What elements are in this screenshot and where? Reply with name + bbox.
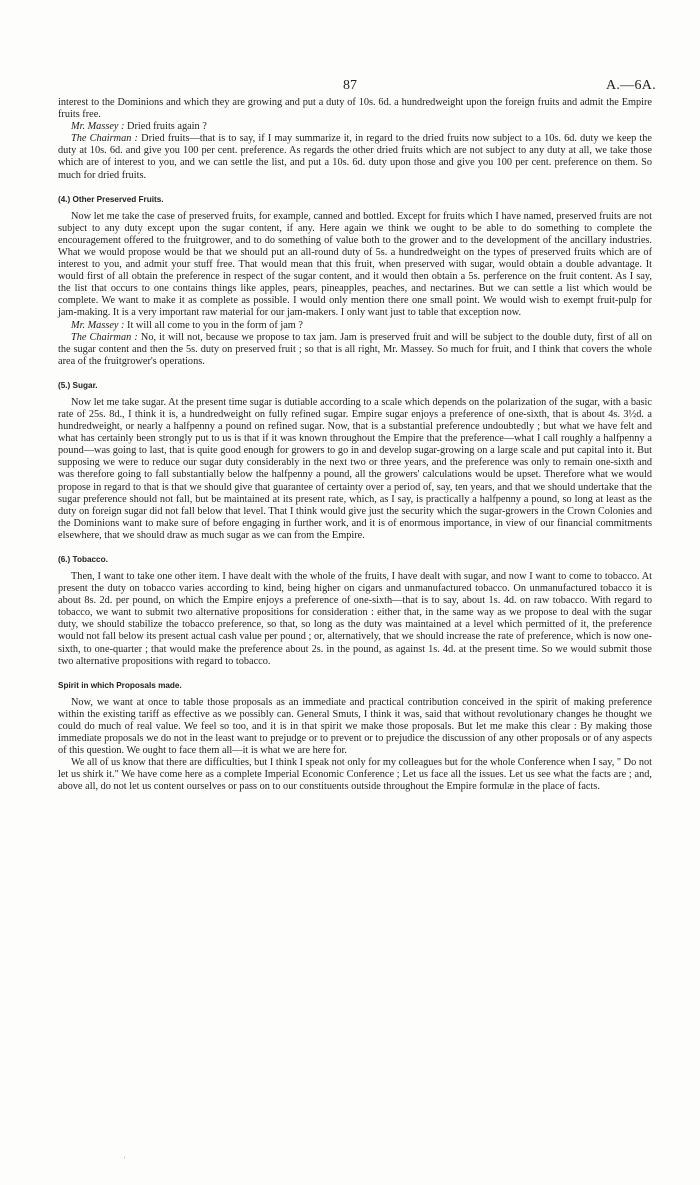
section-heading: Spirit in which Proposals made.	[58, 680, 182, 690]
paragraph	[58, 571, 652, 668]
paragraph	[58, 97, 652, 121]
paragraph	[58, 133, 652, 181]
document-reference: A.—6A.	[605, 78, 656, 93]
paragraph	[58, 397, 652, 542]
section-heading: (4.) Other Preserved Fruits.	[58, 194, 164, 204]
paragraph	[58, 332, 652, 368]
paragraph	[58, 320, 652, 332]
paragraph	[58, 697, 652, 757]
speaker-label: The Chairman :	[71, 133, 138, 145]
paragraph	[58, 121, 652, 133]
speaker-label: Mr. Massey :	[71, 319, 125, 331]
body-text	[58, 97, 652, 794]
paragraph	[58, 757, 652, 793]
paragraph-text: Dried fruits again ?	[124, 121, 207, 133]
footer-mark: '	[124, 1155, 126, 1164]
section-heading: (5.) Sugar.	[58, 380, 98, 390]
paragraph-text: Now let me take the case of preserved fruits, for example, canned and bottled. Except for fruits which I have named, preserved fruits are not subject to any duty except upon the sugar content, if any. Here again we think we ought to be able to do something to complete the encouragement offered to the fruitgrower, and to do something of value both to the grower and to the development of the ancillary industries. What we would propose would be that we should put an all-round duty of 5s. a hundredweight on the types of preserved fruits which are of interest to you, and admit your stuff free. That would mean that this fruit, when preserved with sugar, would obtain a double advantage. It would first of all obtain the preference in respect of the sugar content, and it would then obtain a 5s. perference on the fruit content. As I say, the list that occurs to one contains things like apples, pears, pineapples, peaches, and nectarines. But we can settle a list which would be complete. We want to make it as complete as possible. I would only mention there one small point. We would wish to exempt fruit-pulp for jam-making. It is a very important raw material for our jam-makers. I only want just to table that exception now.	[58, 210, 652, 319]
page-number: 87	[343, 78, 357, 93]
speaker-label: The Chairman :	[71, 331, 138, 343]
paragraph-text: Dried fruits—that is to say, if I may summarize it, in regard to the dried fruits now subject to a 10s. 6d. duty we keep the duty at 10s. 6d. and give you 100 per cent. preference. As regards the other dried fruits which are not subject to any duty at all, we take those which are of interest to you, and we can settle the list, and put a 10s. 6d. duty upon those and give you 100 per cent. preference on them. So much for dried fruits.	[58, 133, 652, 181]
paragraph-text: Now, we want at once to table those proposals as an immediate and practical contribution conceived in the spirit of making preference within the existing tariff as effective as we possibly can. General Smuts, I think it was, said that without revolutionary changes he thought we could do much of real value. We feel so too, and it is in that spirit we make those proposals. But let me make this clear : By making those immediate proposals we do not in the least want to prejudge or to prevent or to prejudice the discussion of any other proposals or of any aspects of this question. We ought to face them all—it is what we are here for.	[58, 696, 652, 757]
paragraph-text: It will all come to you in the form of jam ?	[124, 319, 303, 331]
speaker-label: Mr. Massey :	[71, 121, 125, 133]
paragraph-text: Now let me take sugar. At the present time sugar is dutiable according to a scale which depends on the polarization of the sugar, with a basic rate of 25s. 8d., I think it is, a hundredweight on fully refined sugar. Empire sugar enjoys a preference of one-sixth, that is about 4s. 3½d. a hundredweight, or nearly a halfpenny a pound on refined sugar. Now, that is a substantial preference undoubtedly ; but what we have felt and what has certainly been strongly put to us is that if it was known throughout the Empire that the preference—what I call roughly a halfpenny a pound—was going to last, that is quite good enough for growers to go in and develop sugar-growing on a large scale and put capital into it. But supposing we were to reduce our sugar duty considerably in the next two or three years, and the preference was only to remain one-sixth and was therefore going to fall substantially below the halfpenny a pound, all the growers' calculations would be upset. Therefore what we would propose in regard to that is that we should give that guarantee of certainty over a period of, say, ten years, and that we should undertake that the sugar preference should not fall, but be maintained at its present rate, which, as I say, is practically a halfpenny a pound, so long at least as the duty on foreign sugar did not fall below that level. That I think would give just the security which the sugar-growers in the Crown Colonies and the Dominions want to make sure of before engaging in further work, and it is of enormous importance, in view of our financial commitments elsewhere, that we should draw as much sugar as we can from the Empire.	[58, 396, 652, 541]
paragraph-text: Then, I want to take one other item. I have dealt with the whole of the fruits, I have dealt with sugar, and now I want to come to tobacco. At present the duty on tobacco varies according to kind, being higher on cigars and unmanufactured tobacco. On unmanufactured tobacco it is about 8s. 2d. per pound, on which the Empire enjoys a preference of one-sixth—that is to say, about 1s. 4d. on raw tobacco. With regard to tobacco, we want to submit two alternative propositions for consideration : either that, in the same way as we propose to deal with the sugar duty, we should stabilize the tobacco preference, so that, so long as the duty was maintained at a level which permitted of it, the preference would not fall below its present actual cash value per pound ; or, alternatively, that we should increase the rate of preference, which is now one-sixth, to one-quarter ; that would make the preference about 2s. in the pound, as against 1s. 4d. at the present time. So we would submit those two alternative propositions with regard to tobacco.	[58, 571, 652, 667]
paragraph	[58, 211, 652, 320]
paragraph-text: We all of us know that there are difficulties, but I think I speak not only for my colleagues but for the whole Conference when I say, " Do not let us shirk it." We have come here as a complete Imperial Economic Conference ; Let us face all the issues. Let us see what the facts are ; and, above all, do not let us content ourselves or pass on to our constituents outside throughout the Empire formulæ in the place of facts.	[58, 757, 652, 793]
paragraph-text: No, it will not, because we propose to tax jam. Jam is preserved fruit and will be subject to the double duty, first of all on the sugar content and then the 5s. duty on preserved fruit ; so that is all right, Mr. Massey. So much for fruit, and I think that covers the whole area of the fruitgrower's operations.	[58, 331, 652, 367]
paragraph-text: interest to the Dominions and which they are growing and put a duty of 10s. 6d. a hundredweight upon the foreign fruits and admit the Empire fruits free.	[58, 97, 652, 121]
section-heading: (6.) Tobacco.	[58, 555, 108, 564]
